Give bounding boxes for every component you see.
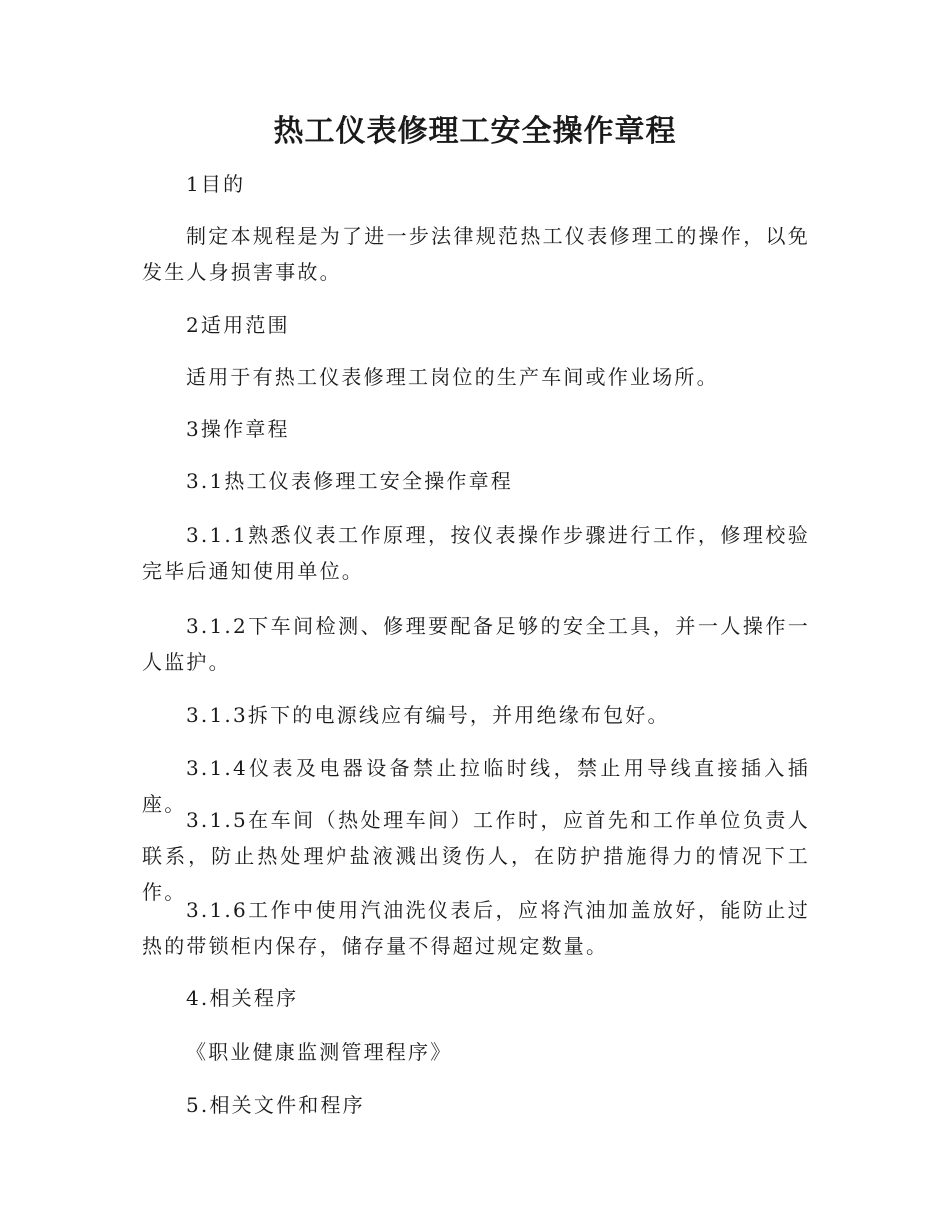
document-title: 热工仪表修理工安全操作章程 [273,114,677,149]
clause-3-1-5: 3.1.5在车间（热处理车间）工作时，应首先和工作单位负责人联系，防止热处理炉盐液溅出烫伤人，在防护措施得力的情况下工作。 [142,808,810,904]
section-heading-related-documents: 5.相关文件和程序 [186,1093,365,1117]
section-heading-scope: 2适用范围 [186,313,290,337]
clause-3-1-1: 3.1.1熟悉仪表工作原理，按仪表操作步骤进行工作，修理校验完毕后通知使用单位。 [142,523,810,583]
section-heading-related-procedures: 4.相关程序 [186,986,299,1010]
clause-3-1-3: 3.1.3拆下的电源线应有编号，并用绝缘布包好。 [186,703,670,727]
section-heading-procedures: 3操作章程 [186,417,290,441]
section-heading-purpose: 1目的 [186,172,246,196]
subsection-heading-3-1: 3.1热工仪表修理工安全操作章程 [186,469,514,493]
related-procedure-item: 《职业健康监测管理程序》 [186,1040,453,1064]
clause-3-1-2: 3.1.2下车间检测、修理要配备足够的安全工具，并一人操作一人监护。 [142,614,810,674]
clause-3-1-4: 3.1.4仪表及电器设备禁止拉临时线，禁止用导线直接插入插座。 [142,756,810,816]
paragraph-scope-text: 适用于有热工仪表修理工岗位的生产车间或作业场所。 [186,365,719,389]
paragraph-purpose-text: 制定本规程是为了进一步法律规范热工仪表修理工的操作，以免发生人身损害事故。 [142,224,810,284]
clause-3-1-6: 3.1.6工作中使用汽油洗仪表后，应将汽油加盖放好，能防止过热的带锁柜内保存，储存量不得超过规定数量。 [142,898,810,958]
